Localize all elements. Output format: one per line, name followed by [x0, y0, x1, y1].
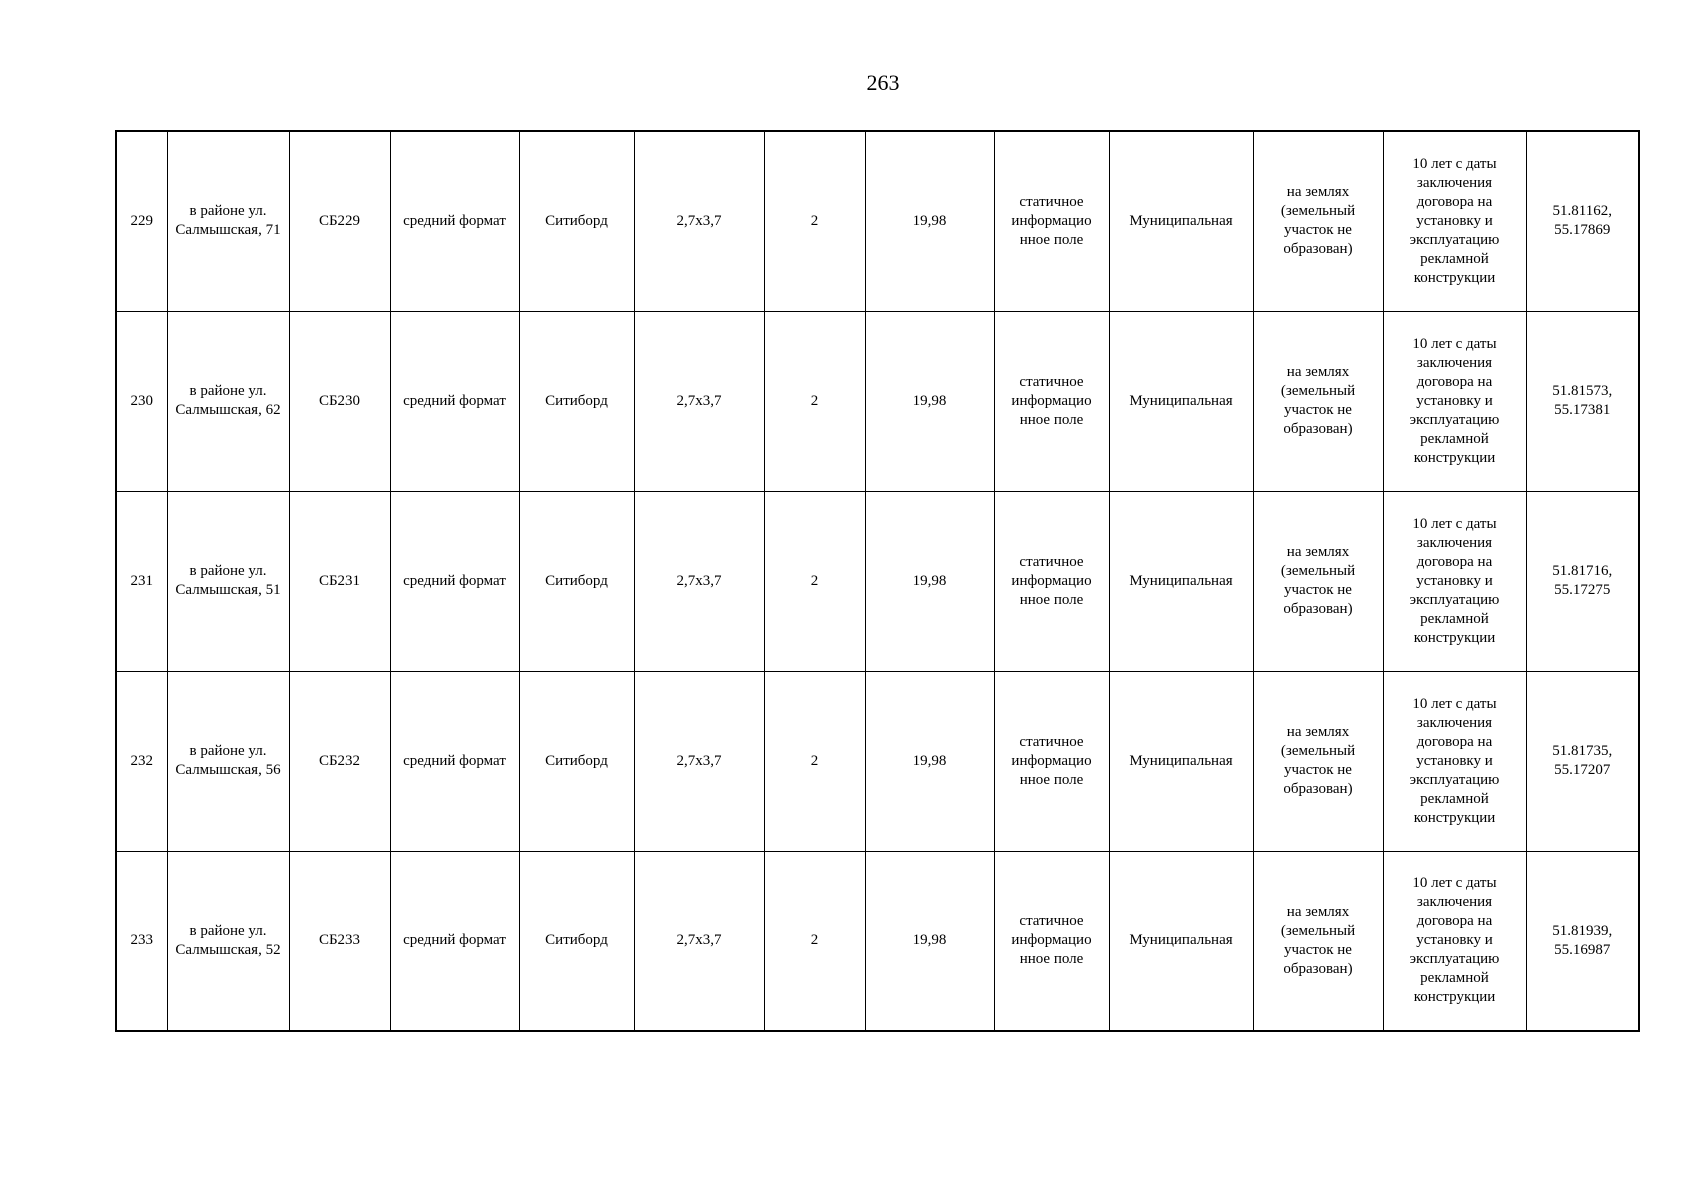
- cell-format: средний формат: [390, 671, 519, 851]
- cell-code: СБ229: [289, 131, 390, 311]
- cell-area: 19,98: [865, 131, 994, 311]
- cell-field: статичное информацио нное поле: [994, 131, 1109, 311]
- cell-term: 10 лет с даты заключения договора на установку и эксплуатацию рекламной конструкции: [1383, 491, 1526, 671]
- cell-format: средний формат: [390, 491, 519, 671]
- cell-size: 2,7x3,7: [634, 671, 764, 851]
- cell-ownership: Муниципальная: [1109, 311, 1253, 491]
- cell-land: на землях (земельный участок не образован): [1253, 491, 1383, 671]
- cell-format: средний формат: [390, 851, 519, 1031]
- cell-address: в районе ул. Салмышская, 52: [167, 851, 289, 1031]
- table-row: [116, 851, 1639, 1031]
- cell-coords: 51.81162, 55.17869: [1526, 131, 1639, 311]
- cell-address: в районе ул. Салмышская, 71: [167, 131, 289, 311]
- table-row: [116, 131, 1639, 311]
- cell-ownership: Муниципальная: [1109, 491, 1253, 671]
- cell-area: 19,98: [865, 851, 994, 1031]
- cell-coords: 51.81573, 55.17381: [1526, 311, 1639, 491]
- cell-coords: 51.81716, 55.17275: [1526, 491, 1639, 671]
- cell-ownership: Муниципальная: [1109, 851, 1253, 1031]
- cell-coords: 51.81939, 55.16987: [1526, 851, 1639, 1031]
- cell-number: 229: [116, 131, 167, 311]
- cell-sides: 2: [764, 491, 865, 671]
- cell-coords: 51.81735, 55.17207: [1526, 671, 1639, 851]
- page-number: 263: [866, 70, 900, 95]
- cell-type: Ситиборд: [519, 851, 634, 1031]
- cell-size: 2,7x3,7: [634, 851, 764, 1031]
- cell-land: на землях (земельный участок не образован): [1253, 671, 1383, 851]
- cell-sides: 2: [764, 851, 865, 1031]
- cell-number: 233: [116, 851, 167, 1031]
- cell-sides: 2: [764, 131, 865, 311]
- cell-land: на землях (земельный участок не образован): [1253, 131, 1383, 311]
- cell-area: 19,98: [865, 491, 994, 671]
- table-row: [116, 491, 1639, 671]
- cell-land: на землях (земельный участок не образован): [1253, 311, 1383, 491]
- cell-sides: 2: [764, 671, 865, 851]
- cell-land: на землях (земельный участок не образован): [1253, 851, 1383, 1031]
- cell-field: статичное информацио нное поле: [994, 671, 1109, 851]
- table-row: [116, 311, 1639, 491]
- cell-field: статичное информацио нное поле: [994, 311, 1109, 491]
- cell-address: в районе ул. Салмышская, 62: [167, 311, 289, 491]
- table-row: [116, 671, 1639, 851]
- cell-address: в районе ул. Салмышская, 56: [167, 671, 289, 851]
- cell-code: СБ232: [289, 671, 390, 851]
- cell-format: средний формат: [390, 311, 519, 491]
- cell-term: 10 лет с даты заключения договора на установку и эксплуатацию рекламной конструкции: [1383, 131, 1526, 311]
- cell-address: в районе ул. Салмышская, 51: [167, 491, 289, 671]
- advertising-structures-table: [115, 130, 1640, 1032]
- cell-code: СБ231: [289, 491, 390, 671]
- cell-term: 10 лет с даты заключения договора на установку и эксплуатацию рекламной конструкции: [1383, 671, 1526, 851]
- cell-code: СБ233: [289, 851, 390, 1031]
- cell-ownership: Муниципальная: [1109, 671, 1253, 851]
- cell-type: Ситиборд: [519, 671, 634, 851]
- cell-area: 19,98: [865, 671, 994, 851]
- cell-type: Ситиборд: [519, 131, 634, 311]
- cell-sides: 2: [764, 311, 865, 491]
- cell-format: средний формат: [390, 131, 519, 311]
- cell-size: 2,7x3,7: [634, 311, 764, 491]
- cell-code: СБ230: [289, 311, 390, 491]
- cell-field: статичное информацио нное поле: [994, 851, 1109, 1031]
- cell-size: 2,7x3,7: [634, 131, 764, 311]
- cell-size: 2,7x3,7: [634, 491, 764, 671]
- cell-type: Ситиборд: [519, 311, 634, 491]
- cell-field: статичное информацио нное поле: [994, 491, 1109, 671]
- cell-type: Ситиборд: [519, 491, 634, 671]
- cell-number: 232: [116, 671, 167, 851]
- cell-area: 19,98: [865, 311, 994, 491]
- cell-term: 10 лет с даты заключения договора на установку и эксплуатацию рекламной конструкции: [1383, 311, 1526, 491]
- cell-number: 231: [116, 491, 167, 671]
- cell-number: 230: [116, 311, 167, 491]
- cell-ownership: Муниципальная: [1109, 131, 1253, 311]
- cell-term: 10 лет с даты заключения договора на установку и эксплуатацию рекламной конструкции: [1383, 851, 1526, 1031]
